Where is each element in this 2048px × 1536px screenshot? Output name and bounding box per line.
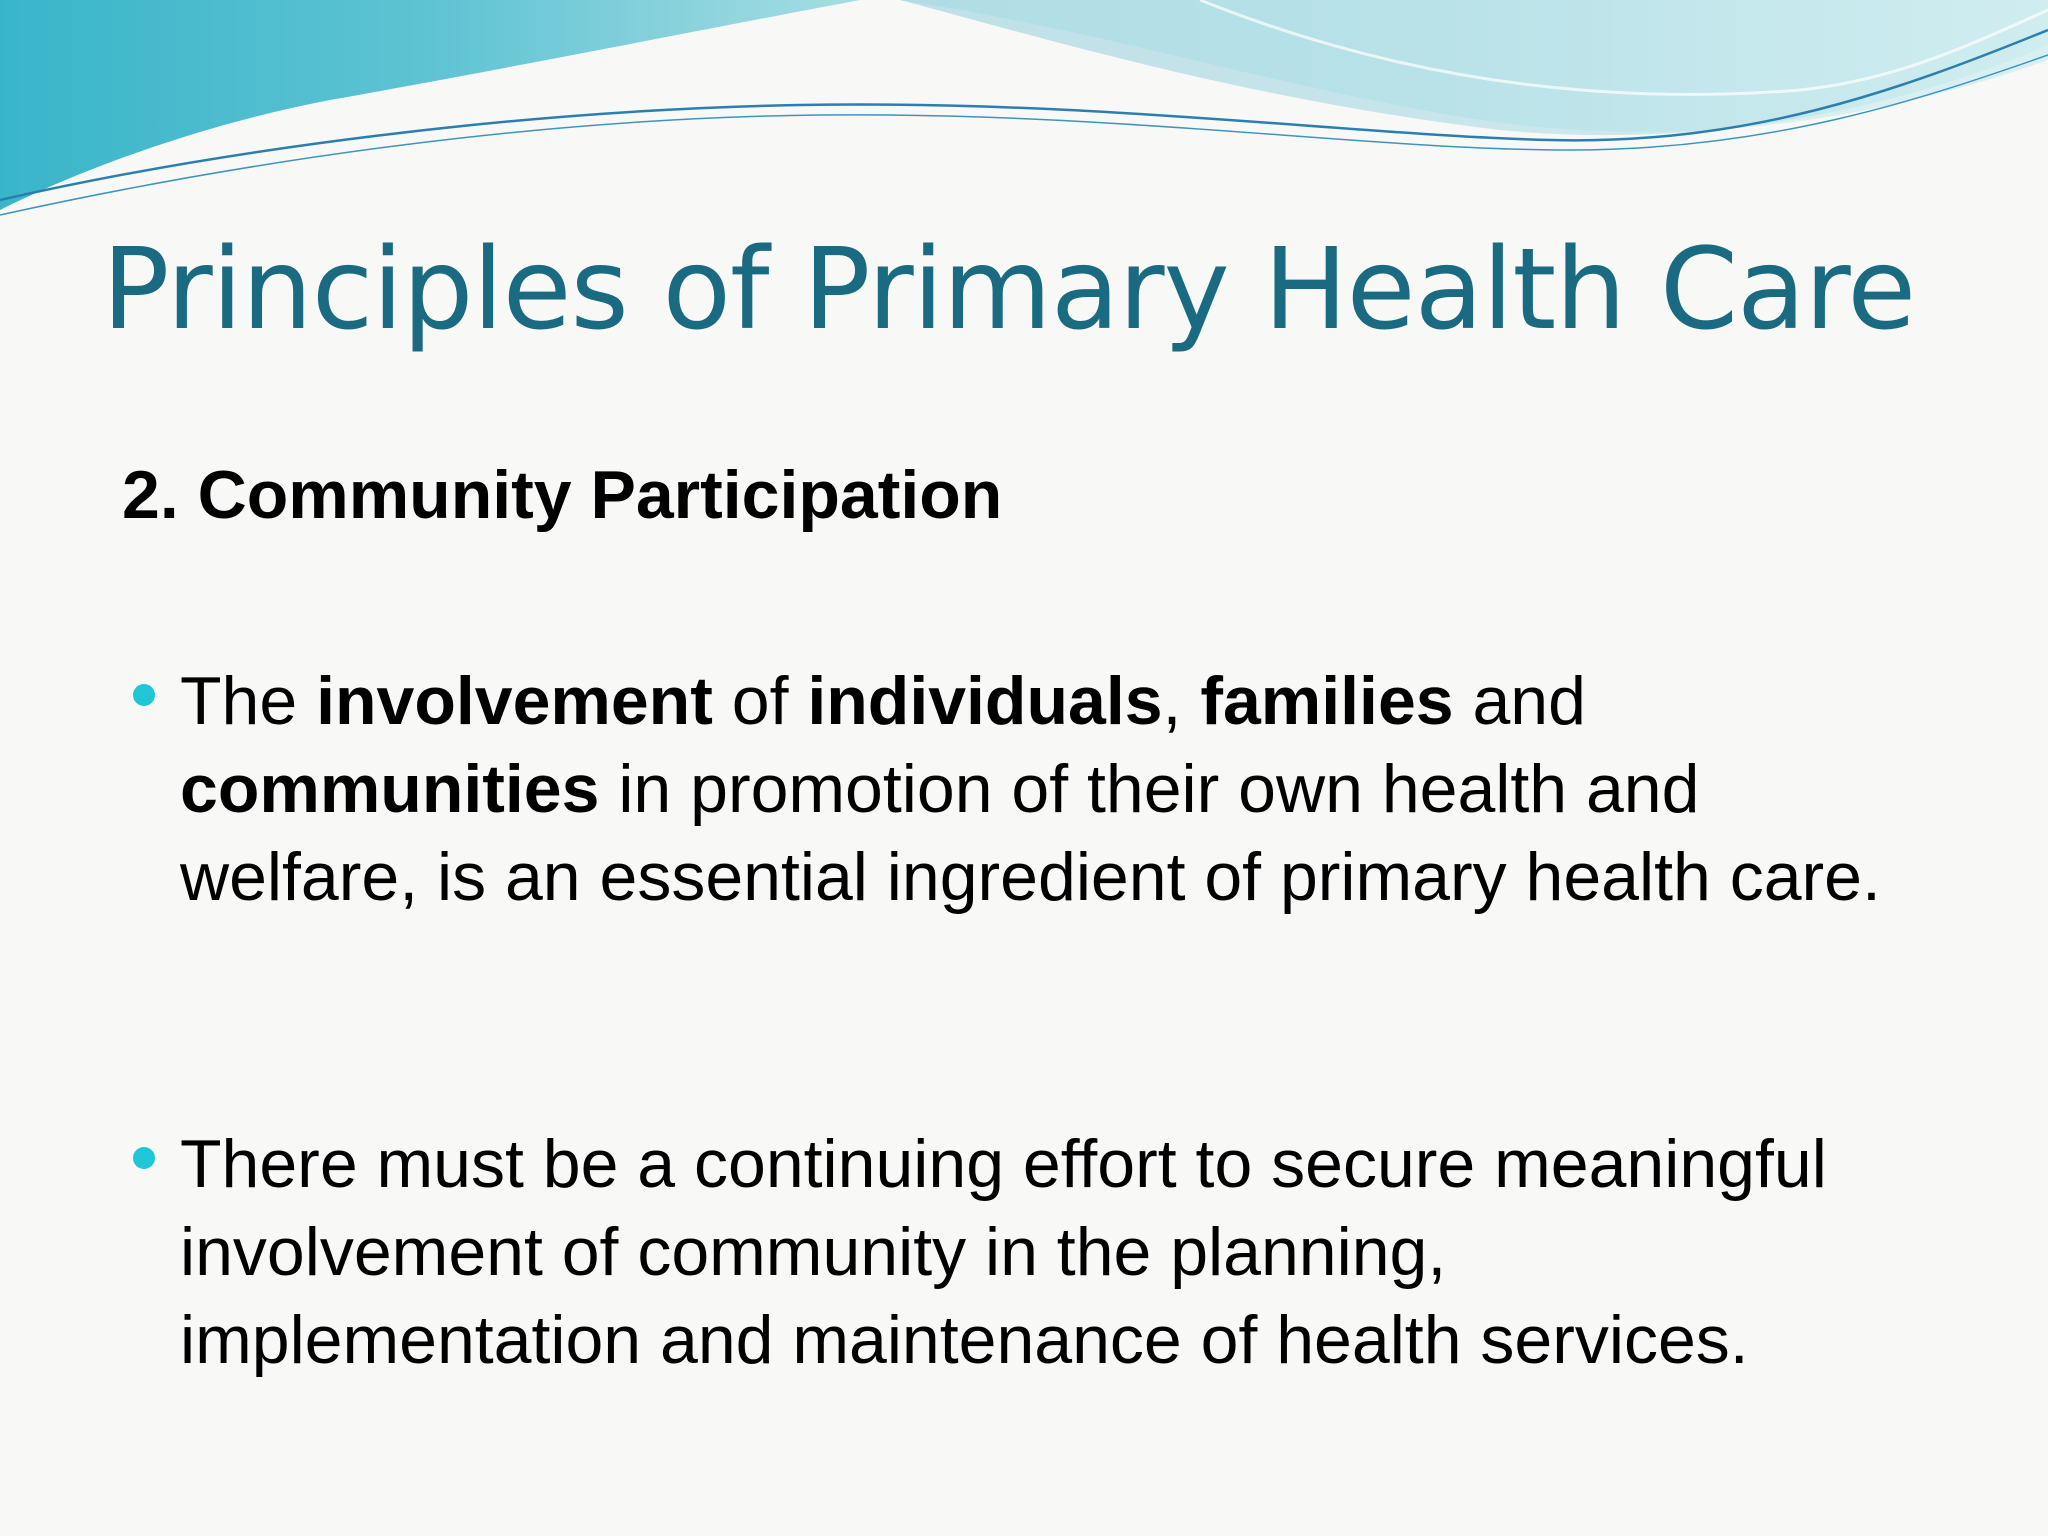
text-run: , [1162,663,1201,739]
text-run: of [712,663,808,739]
slide-title: Principles of Primary Health Care [102,225,1916,355]
text-run: The [180,663,317,739]
bold-term: families [1200,663,1454,739]
bold-term: individuals [807,663,1163,739]
bold-term: communities [180,751,600,827]
section-heading: 2. Community Participation [122,457,1003,533]
text-run: and [1453,663,1586,739]
bullet-dot-icon [133,1147,155,1169]
bullet-item [180,1120,1920,1384]
bullet-text [180,663,1881,915]
bold-term: involvement [316,663,713,739]
bullet-item [180,657,1920,921]
bullet-dot-icon [133,684,155,706]
text-run: in promotion of their own health and welfare, is an essential ingredient of primary health care. [180,751,1881,915]
bullet-text: There must be a continuing effort to secure meaningful involvement of community in the planning, implementation and maintenance of health services. [180,1126,1827,1378]
